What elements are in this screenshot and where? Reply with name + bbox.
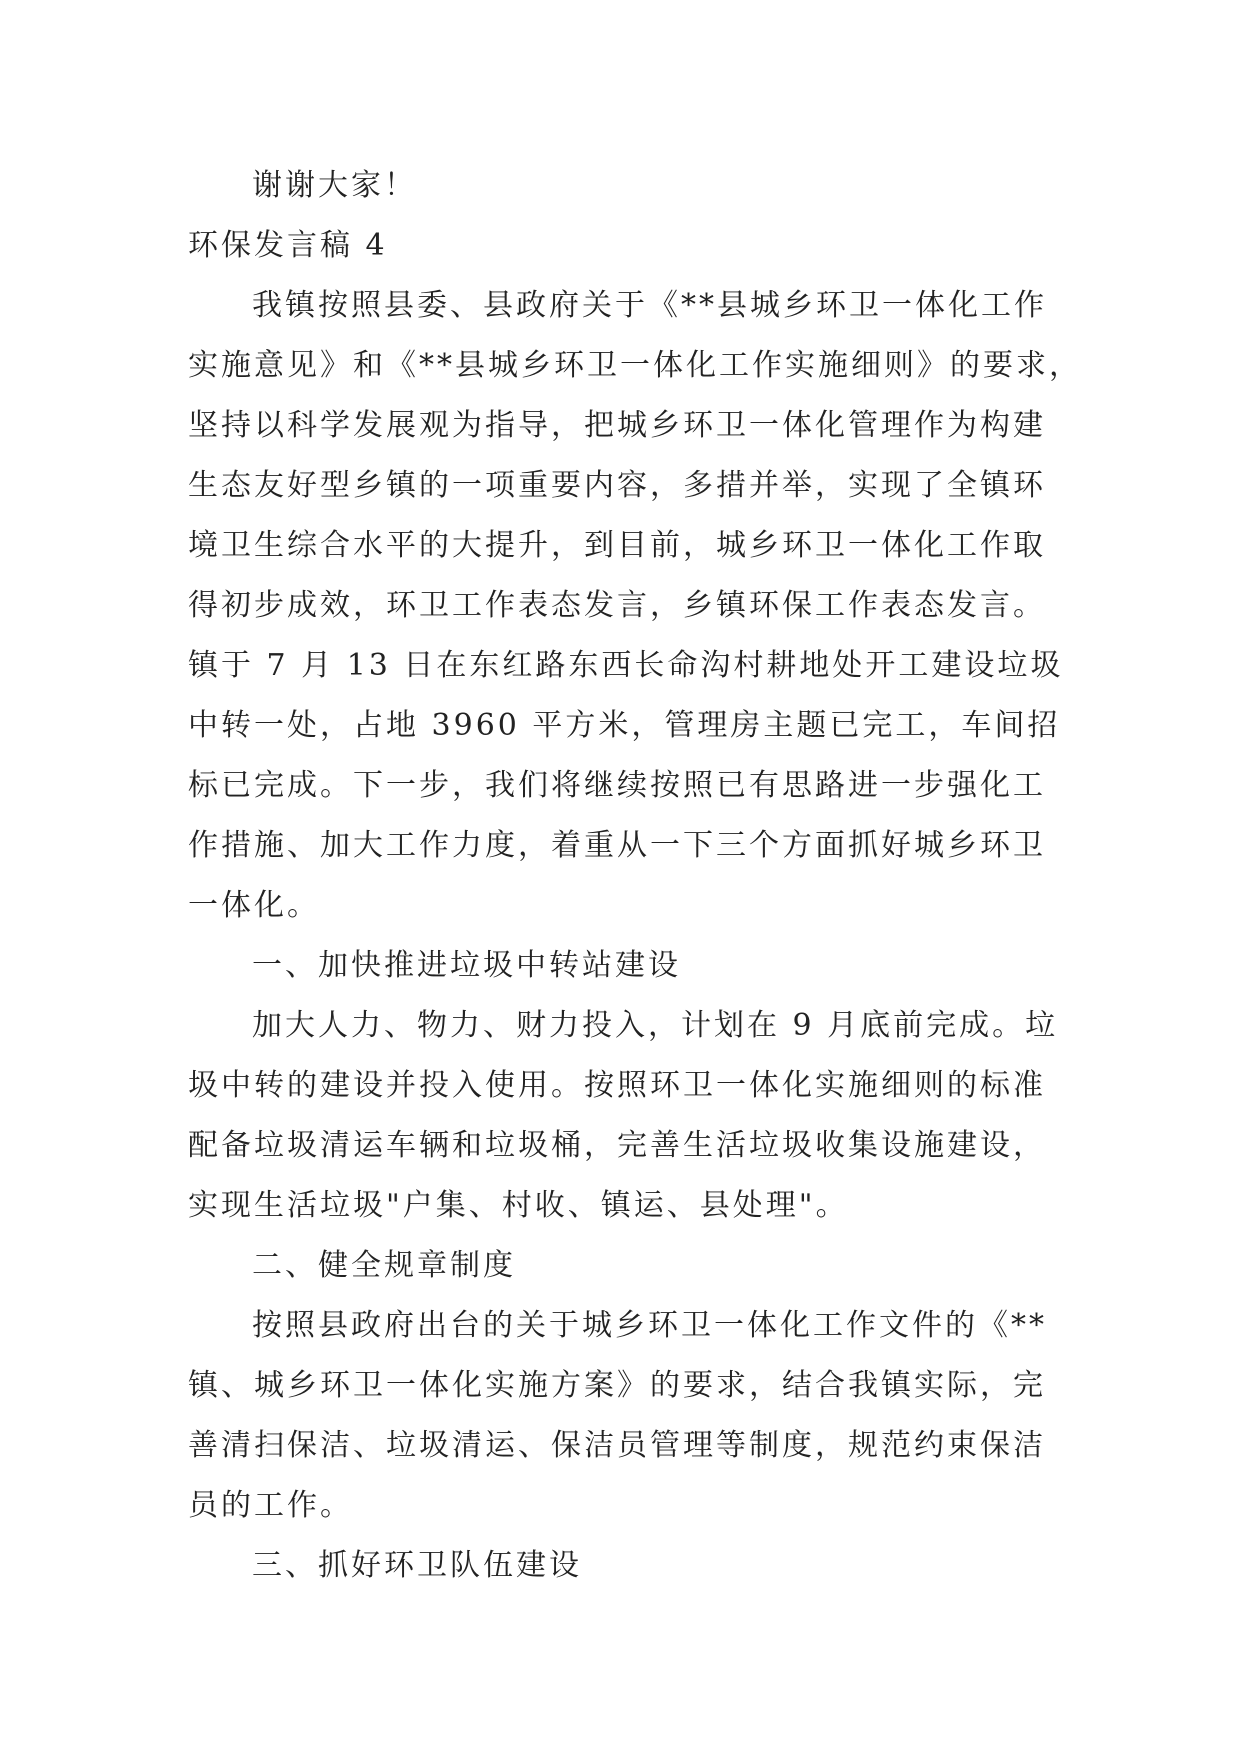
paragraph-line: 作措施、加大工作力度，着重从一下三个方面抓好城乡环卫 [188, 828, 1046, 863]
paragraph-line: 生态友好型乡镇的一项重要内容，多措并举，实现了全镇环 [188, 468, 1046, 503]
document-body [188, 156, 1082, 1596]
closing-line: 谢谢大家！ [252, 168, 417, 203]
paragraph-line: 一体化。 [188, 888, 320, 923]
paragraph-line: 配备垃圾清运车辆和垃圾桶，完善生活垃圾收集设施建设， [188, 1128, 1046, 1163]
paragraph-line: 善清扫保洁、垃圾清运、保洁员管理等制度，规范约束保洁 [188, 1428, 1046, 1463]
paragraph-line: 按照县政府出台的关于城乡环卫一体化工作文件的《** [252, 1308, 1047, 1343]
paragraph-line: 境卫生综合水平的大提升，到目前，城乡环卫一体化工作取 [188, 528, 1046, 563]
paragraph-line: 镇、城乡环卫一体化实施方案》的要求，结合我镇实际，完 [188, 1368, 1046, 1403]
subheading-1: 一、加快推进垃圾中转站建设 [252, 948, 681, 983]
paragraph-line: 标已完成。下一步，我们将继续按照已有思路进一步强化工 [188, 768, 1046, 803]
paragraph-line: 实施意见》和《**县城乡环卫一体化工作实施细则》的要求， [188, 348, 1082, 383]
section-title: 环保发言稿 4 [188, 228, 388, 263]
paragraph-line: 员的工作。 [188, 1488, 353, 1523]
paragraph-line: 镇于 7 月 13 日在东红路东西长命沟村耕地处开工建设垃圾 [188, 648, 1064, 683]
paragraph-line: 我镇按照县委、县政府关于《**县城乡环卫一体化工作 [252, 288, 1047, 323]
paragraph-line: 加大人力、物力、财力投入，计划在 9 月底前完成。垃 [252, 1008, 1059, 1043]
paragraph-line: 得初步成效，环卫工作表态发言，乡镇环保工作表态发言。 [188, 588, 1046, 623]
subheading-3: 三、抓好环卫队伍建设 [252, 1548, 582, 1583]
subheading-2: 二、健全规章制度 [252, 1248, 516, 1283]
paragraph-line: 圾中转的建设并投入使用。按照环卫一体化实施细则的标准 [188, 1068, 1046, 1103]
paragraph-line: 实现生活垃圾"户集、村收、镇运、县处理"。 [188, 1188, 849, 1223]
paragraph-line: 中转一处，占地 3960 平方米，管理房主题已完工，车间招 [188, 708, 1061, 743]
paragraph-line: 坚持以科学发展观为指导，把城乡环卫一体化管理作为构建 [188, 408, 1046, 443]
